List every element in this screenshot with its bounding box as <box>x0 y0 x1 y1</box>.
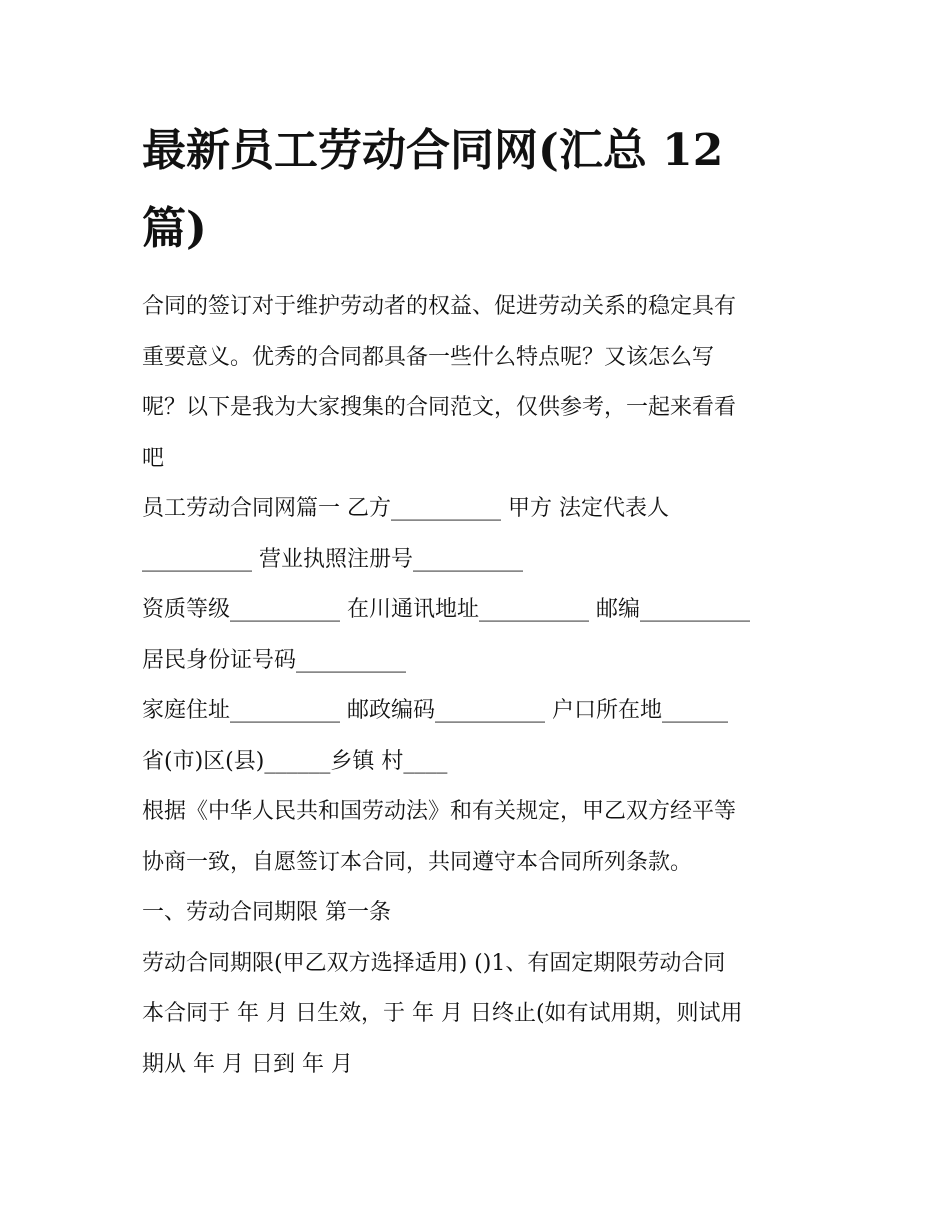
body-line-6: __________ 营业执照注册号__________ <box>142 546 523 572</box>
body-line-14: 劳动合同期限(甲乙双方选择适用) ()1、有固定期限劳动合同 <box>142 950 726 976</box>
body-line-2: 重要意义。优秀的合同都具备一些什么特点呢？又该怎么写 <box>142 344 715 370</box>
document-title-line-2: 篇) <box>142 203 207 254</box>
body-line-8: 居民身份证号码__________ <box>142 647 407 673</box>
body-line-12: 协商一致，自愿签订本合同，共同遵守本合同所列条款。 <box>142 849 693 875</box>
document-body <box>142 282 814 1090</box>
body-line-3: 呢？以下是我为大家搜集的合同范文，仅供参考，一起来看看 <box>142 395 737 420</box>
body-line-16: 期从 年 月 日到 年 月 <box>142 1051 353 1077</box>
body-line-7: 资质等级__________ 在川通讯地址__________ 邮编__________ <box>142 597 750 622</box>
document-title-line-1: 最新员工劳动合同网(汇总 12 <box>142 125 724 176</box>
document-page <box>142 112 814 1090</box>
body-line-13: 一、劳动合同期限 第一条 <box>142 900 391 925</box>
body-line-15: 本合同于 年 月 日生效，于 年 月 日终止(如有试用期，则试用 <box>142 1001 743 1026</box>
body-line-4: 吧 <box>142 445 165 471</box>
body-line-5: 员工劳动合同网篇一 乙方__________ 甲方 法定代表人 <box>142 496 669 521</box>
body-line-1: 合同的签订对于维护劳动者的权益、促进劳动关系的稳定具有 <box>142 294 737 319</box>
body-line-11: 根据《中华人民共和国劳动法》和有关规定，甲乙双方经平等 <box>142 799 737 824</box>
body-line-9: 家庭住址__________ 邮政编码__________ 户口所在地______ <box>142 698 728 723</box>
body-line-10: 省(市)区(县)______乡镇 村____ <box>142 748 448 774</box>
document-title <box>142 112 814 268</box>
